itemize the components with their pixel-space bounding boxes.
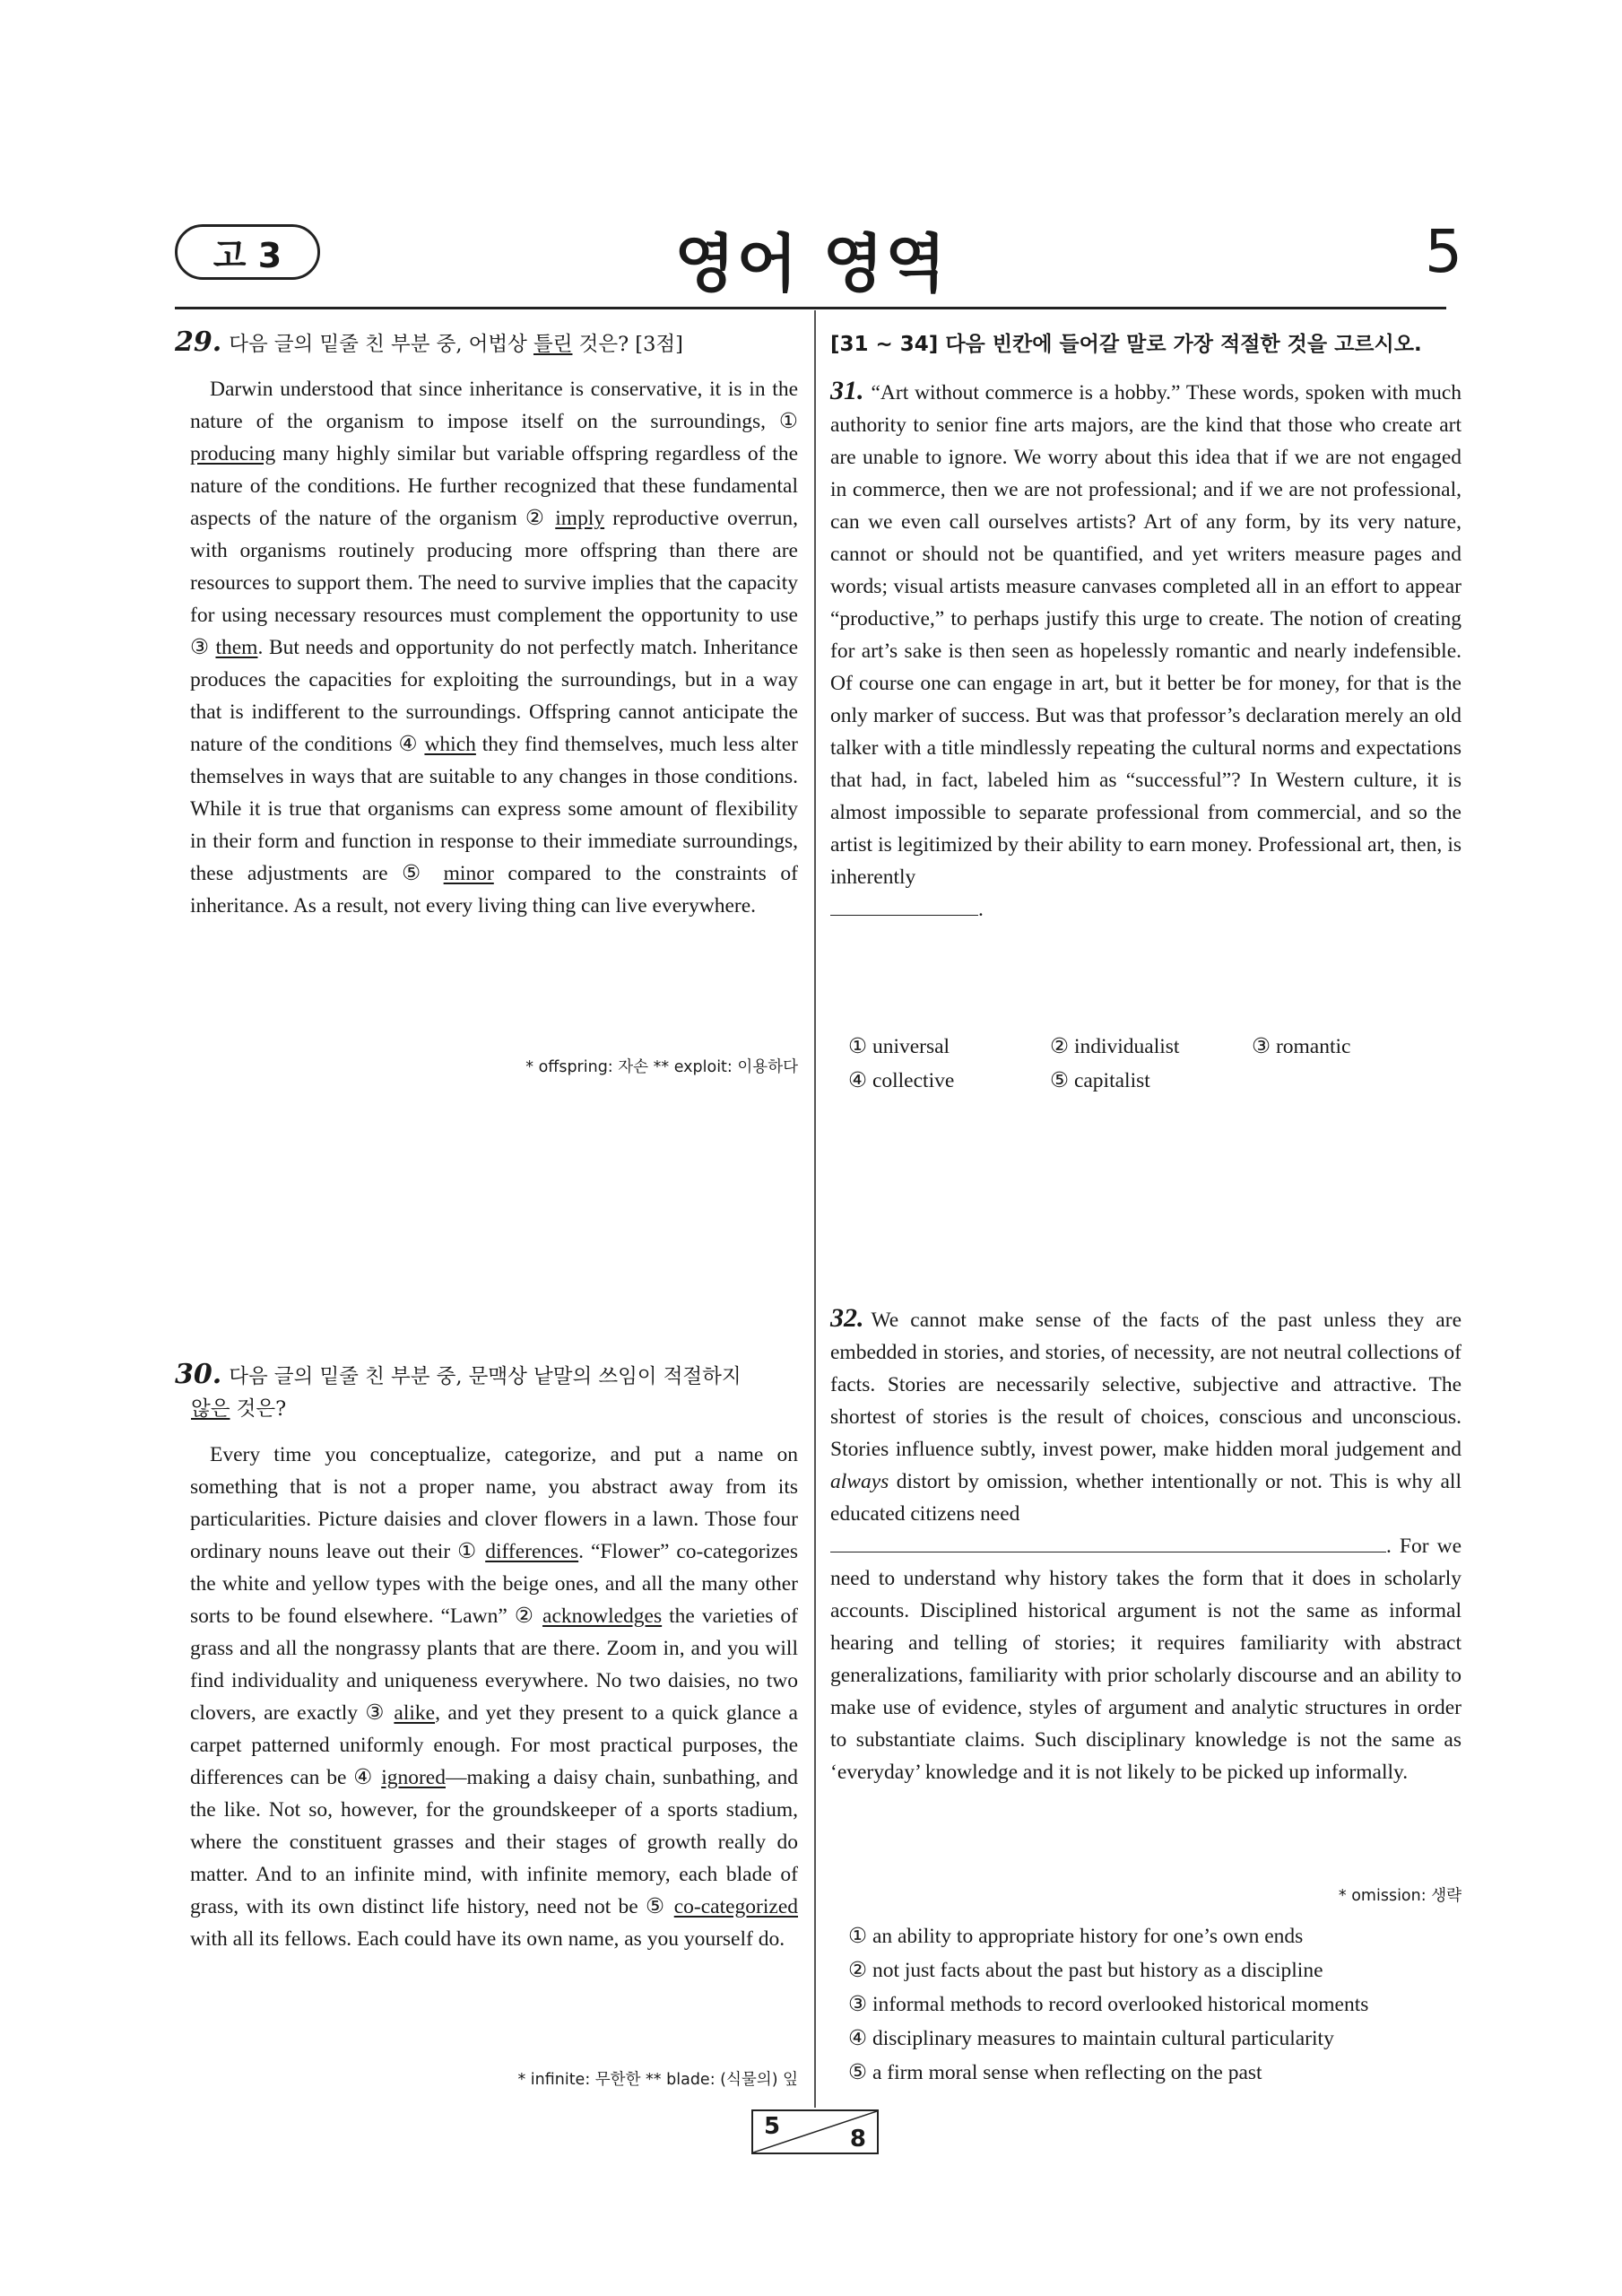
q29-marker-2: ② — [525, 507, 548, 530]
q32-passage: 32. We cannot make sense of the facts of the past unless they are embedded in stories, and stories, of necessity, are not neutral collections of facts. Stories are necessarily selective, subjective and attractive. The shortest of stories is the result of choices, conscious and unconscious. Stories influence subtly, invest power, make hidden moral judgement and always distort by omission, whether intentionally or not. This is why all educated citizens need . For we need to understand why history takes the form that it does in scholarly accounts. Disciplined historical argument is not the same as informal hearing and telling of stories; it requires familiarity with abstract generalizations, familiarity with prior scholarly discourse and an ability to make use of evidence, styles of argument and analytic structures in order to substantiate claims. Such disciplinary knowledge is not the same as ‘everyday’ knowledge and it is not likely to be picked up informally. — [830, 1303, 1462, 1784]
q30-footnote: * infinite: 무한한 ** blade: (식물의) 잎 — [517, 2071, 798, 2089]
column-divider — [814, 310, 816, 2108]
q31-choices — [848, 1030, 1453, 1098]
q31-choice-2[interactable]: ② individualist — [1050, 1035, 1180, 1058]
q31-choice-5[interactable]: ⑤ capitalist — [1050, 1069, 1150, 1092]
q30-marker-3: ③ — [365, 1701, 386, 1725]
q30-underline-4: ignored — [381, 1766, 446, 1789]
header-rule — [175, 307, 1446, 309]
q30-title: 30. 다음 글의 밑줄 친 부분 중, 문맥상 낱말의 쓰임이 적절하지 않은 것은? — [175, 1359, 742, 1421]
q32-choice-1[interactable]: ① an ability to appropriate history for one’s own ends — [848, 1925, 1304, 1948]
q30-marker-1: ① — [457, 1540, 479, 1563]
grade-label: 고 3 — [213, 235, 282, 275]
page-indicator — [751, 2109, 879, 2154]
q29-marker-1: ① — [778, 410, 798, 433]
q32-choice-5[interactable]: ⑤ a firm moral sense when reflecting on the past — [848, 2061, 1262, 2084]
q29-marker-3: ③ — [190, 636, 210, 659]
q32-number: 32. — [830, 1303, 864, 1333]
q30-underline-2: acknowledges — [542, 1605, 663, 1628]
q30-marker-5: ⑤ — [645, 1895, 667, 1918]
q31-number: 31. — [830, 376, 864, 405]
page-number: 5 — [1425, 217, 1462, 286]
q31-passage: 31. “Art without commerce is a hobby.” These words, spoken with much authority to senior fine arts majors, are the kind that those who create art are unable to ignore. We worry about this idea that if we are not engaged in commerce, then we are not professional; and if we are not professional, can we even call ourselves artists? Art of any form, by its very nature, cannot or should not be quantified, and yet writers measure pages and words; visual artists measure canvases completed all in an effort to appear “productive,” to perhaps justify this urge to create. The notion of creating for art’s sake is then seen as hopelessly romantic and nearly indefensible. Of course one can engage in art, but it better be for money, for that is the only marker of success. But was that professor’s declaration merely an old talker with a title mindlessly repeating the cultural norms and expectations that had, in fact, labeled him as “successful”? In Western culture, it is almost impossible to separate professional from commercial, and so the artist is legitimized by their ability to earn money. Professional art, then, is inherently . — [830, 376, 1462, 921]
q32-choice-4[interactable]: ④ disciplinary measures to maintain cultural particularity — [848, 2027, 1334, 2050]
q32-choice-3[interactable]: ③ informal methods to record overlooked historical moments — [848, 1993, 1369, 2016]
q31-choice-3[interactable]: ③ romantic — [1252, 1035, 1351, 1058]
q30-marker-4: ④ — [353, 1766, 375, 1789]
q30-underline-3: alike — [394, 1701, 436, 1725]
q32-choices — [848, 1919, 1368, 2090]
total-pages: 8 — [849, 2126, 866, 2152]
q30-underline-5: co-categorized — [673, 1895, 798, 1918]
q29-number: 29. — [175, 326, 222, 358]
q29-underline-2: imply — [555, 507, 605, 530]
q31-choice-1[interactable]: ① universal — [848, 1035, 950, 1058]
q32-blank — [830, 1532, 1386, 1552]
q29-marker-5: ⑤ — [402, 862, 429, 885]
q32-footnote: * omission: 생략 — [1338, 1887, 1462, 1905]
q30-number: 30. — [175, 1359, 222, 1390]
q31-blank — [830, 895, 978, 916]
q29-underline-3: them — [215, 636, 258, 659]
q29-footnote: * offspring: 자손 ** exploit: 이용하다 — [525, 1058, 798, 1076]
q29-underline-5: minor — [443, 862, 494, 885]
q31-choice-4[interactable]: ④ collective — [848, 1069, 955, 1092]
q29-passage: Darwin understood that since inheritance is conservative, it is in the nature of the organism to impose itself on the surroundings, ① producing many highly similar but variable offspring regardless of the nature of the conditions. He further recognized that these fundamental aspects of the nature of the organism ② imply reproductive overrun, with organisms routinely producing more offspring than there are resources to support them. The need to survive implies that the capacity for using necessary resources must complement the opportunity to use ③ them. But needs and opportunity do not perfectly match. Inheritance produces the capacities for exploiting the surroundings, but in a way that is indifferent to the surroundings. Offspring cannot anticipate the nature of the conditions ④ which they find themselves, much less alter themselves in ways that are suitable to any changes in those conditions. While it is true that organisms can express some amount of flexibility in their form and function in response to their immediate surroundings, these adjustments are ⑤ minor compared to the constraints of inheritance. As a result, not every living thing can live everywhere. — [190, 378, 799, 918]
q30-marker-2: ② — [514, 1605, 536, 1628]
q29-marker-4: ④ — [398, 733, 419, 756]
q30-underline-1: differences — [485, 1540, 579, 1563]
q29-title: 29. 다음 글의 밑줄 친 부분 중, 어법상 틀린 것은? [3점] — [175, 326, 683, 358]
q29-underline-1: producing — [190, 442, 276, 465]
page-title: 영어 영역 — [674, 227, 948, 300]
q32-choice-2[interactable]: ② not just facts about the past but history as a discipline — [848, 1959, 1323, 1982]
current-page: 5 — [764, 2113, 781, 2140]
q30-passage: Every time you conceptualize, categorize, and put a name on something that is not a proper name, you abstract away from its particularities. Picture daisies and clover flowers in a lawn. Those four ordinary nouns leave out their ① differences. “Flower” co-categorizes the white and yellow types with the beige ones, and all the many other sorts to be found elsewhere. “Lawn” ② acknowledges the varieties of grass and all the nongrassy plants that are there. Zoom in, and you will find individuality and uniqueness everywhere. No two daisies, no two clovers, are exactly ③ alike, and yet they present to a quick glance a carpet patterned uniformly enough. For most practical purposes, the differences can be ④ ignored—making a daisy chain, sunbathing, and the like. Not so, however, for the groundskeeper of a sports stadium, where the constituent grasses and their stages of growth really do matter. And to an infinite mind, with infinite memory, each blade of grass, with its own distinct life history, need not be ⑤ co-categorized with all its fellows. Each could have its own name, as you yourself do. — [190, 1443, 799, 1951]
q29-underline-4: which — [424, 733, 476, 756]
range-instruction: [31 ~ 34] 다음 빈칸에 들어갈 말로 가장 적절한 것을 고르시오. — [830, 333, 1422, 356]
